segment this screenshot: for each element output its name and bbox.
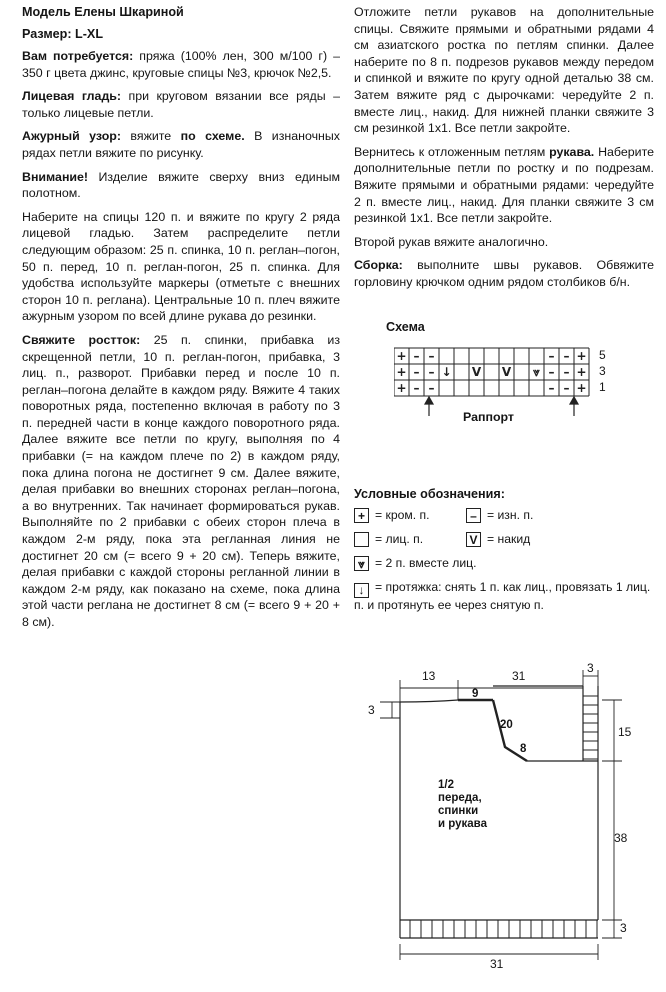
edge-stitch-icon: + <box>354 508 369 523</box>
legend-item-slip <box>354 580 654 613</box>
dim-raglan-2: 20 <box>500 719 513 731</box>
scheme-cell-symbol: – <box>428 381 435 395</box>
scheme-cell-symbol: – <box>428 349 435 363</box>
pattern-outline <box>400 686 598 938</box>
piece-label-3: спинки <box>438 805 479 817</box>
materials-paragraph <box>22 48 340 81</box>
scheme-cell-symbol: + <box>576 349 587 363</box>
right-column <box>354 4 654 298</box>
scheme-cell-symbol: + <box>396 365 407 379</box>
sleeve-text-1: Вернитесь к отложенным петлям <box>354 144 550 159</box>
legend-item-knit <box>354 532 423 547</box>
sleeve-text-2: Наберите дополнительные петли по ростку и по подрезам. Вяжите прямыми и обратными рядами: чередуйте 2 п. вместе лиц., накид. Для планки свяжите 3 см резинкой 1x1. Все петли закройте. <box>354 144 654 226</box>
piece-label-1: 1/2 <box>438 779 454 791</box>
scheme-grid <box>394 348 589 396</box>
knitting-scheme <box>394 346 614 416</box>
scheme-cell-symbol: – <box>428 365 435 379</box>
scheme-cell-symbol: – <box>548 349 555 363</box>
lace-scheme-bold: по схеме. <box>180 129 245 144</box>
sleeves-paragraph: Отложите петли рукавов на дополнительные спицы. Свяжите прямыми и обратными рядами 4 см азиатского ростка по петлям спинки. Далее наберите по 8 п. подрезов рукавов между передом и спинкой и вяжите по кругу одной деталью 38 см. Затем вяжите ряд с дырочками: чередуйте 2 п. вместе лиц., накид. Для нижней планки свяжите 3 см резинкой 1x1. Все петли закройте. <box>354 5 654 136</box>
rapport-label: Раппорт <box>463 410 515 424</box>
yarn-over-icon: V <box>466 532 481 547</box>
legend-text-yarn-over: = накид <box>487 532 531 546</box>
cast-on-paragraph: Наберите на спицы 120 п. и вяжите по кругу 2 ряда лицевой гладью. Затем распределите петли следующим образом: 25 п. спинка, 10 п. реглан–погон, 50 п. перед, 10 п. реглан-погон, 25 п. спинка. Для удобства используйте маркеры (отметьте с внешних сторон 10 п. реглана). Центральные 10 п. плеч вяжите ажурным узором по всей длине рукава до резинки. <box>22 209 340 324</box>
piece-label-2: переда, <box>438 792 482 804</box>
lace-text-2: В изнаночных рядах петли вяжите по рисунку. <box>22 129 340 160</box>
scheme-cell-symbol: – <box>413 381 420 395</box>
scheme-cell-symbol: ⩔ <box>533 365 540 379</box>
legend-text-knit: = лиц. п. <box>375 532 424 546</box>
scheme-cell-symbol: – <box>413 365 420 379</box>
pattern-diagram <box>362 660 652 970</box>
legend-item-k2tog <box>354 556 477 571</box>
short-rows-label: Свяжите ростток: <box>22 332 141 347</box>
scheme-cell-symbol: – <box>548 381 555 395</box>
stockinette-text: при круговом вязании все ряды – только лицевые петли. <box>22 89 340 120</box>
assembly-label: Сборка: <box>354 258 403 273</box>
rapport-arrow-right <box>570 397 578 416</box>
sleeve-bold: рукава. <box>549 144 595 159</box>
legend-item-edge <box>354 508 430 523</box>
dim-neck-left: 3 <box>368 703 375 717</box>
lace-label: Ажурный узор: <box>22 129 121 144</box>
rapport-arrow-left <box>425 397 433 416</box>
scheme-cell-symbol: V <box>471 365 482 379</box>
scheme-cell-symbol: + <box>576 381 587 395</box>
assembly-paragraph <box>354 257 654 290</box>
scheme-cell-symbol: V <box>501 365 512 379</box>
short-rows-text: 25 п. спинки, прибавка из скрещенной петли, 10 п. реглан-погон, прибавка, 3 лиц. п., разворот. Прибавки перед и после 10 п. реглан–погона делайте в каждом ряду. Вяжите 4 таких поворотных ряда, постепенно включая в работу по 3 п. передней части в конце каждого поворотного ряда. Далее вяжите все петли по кругу, выполняя по 4 прибавки (= на каждом плече по 2) в каждом ряду, пока длина погона не достигнет 9 см. Далее вяжите, делая прибавки во внешних сторонах реглан–погона, а во внутренних. Так начинает формироваться рукав. Выполняйте по 2 прибавки с обеих сторон плеча в каждом 2-м ряду, пока эта регланная линия не достигнет 20 см (= всего 9 + 20 см). Теперь вяжите, делая прибавки с каждой стороны регланной линии в каждом 2-м ряду, как показано на схеме, пока длина этой части реглана не достигнет 8 см (= всего 9 + 20 + 8 см). <box>22 332 340 629</box>
scheme-cell-symbol: – <box>548 365 555 379</box>
legend-title: Условные обозначения: <box>354 487 505 501</box>
second-sleeve-paragraph: Второй рукав вяжите аналогично. <box>354 234 549 249</box>
lace-text-1: вяжите <box>120 129 181 144</box>
row-number-3: 3 <box>599 364 606 378</box>
stockinette-paragraph <box>22 88 340 121</box>
scheme-cell-symbol: ↓ <box>441 365 452 379</box>
dim-top-middle: 31 <box>512 669 526 683</box>
k2tog-icon: ⩔ <box>354 556 369 571</box>
dim-right-upper: 15 <box>618 725 632 739</box>
left-column <box>22 4 340 638</box>
legend-text-k2tog: = 2 п. вместе лиц. <box>375 556 477 570</box>
dim-top-right: 3 <box>587 661 594 675</box>
row-number-1: 1 <box>599 380 606 394</box>
dim-right-lower: 3 <box>620 921 627 935</box>
assembly-text: выполните швы рукавов. Обвяжите горловину крючком одним рядом столбиков б/н. <box>354 258 654 289</box>
dim-bottom: 31 <box>490 957 504 970</box>
legend-text-slip: = протяжка: снять 1 п. как лиц., провязать 1 лиц. п. и протянуть ее через снятую п. <box>354 580 651 612</box>
attention-label: Внимание! <box>22 169 89 184</box>
purl-stitch-icon: – <box>466 508 481 523</box>
piece-label-4: и рукава <box>438 818 487 830</box>
scheme-symbols <box>396 349 586 395</box>
dim-yoke-1: 9 <box>472 688 479 700</box>
scheme-title: Схема <box>386 320 425 334</box>
legend-item-yarn-over <box>466 532 530 547</box>
dim-right-middle: 38 <box>614 831 628 845</box>
model-title: Модель Елены Шкариной <box>22 5 184 19</box>
dim-raglan-3: 8 <box>520 743 527 755</box>
scheme-cell-symbol: + <box>396 349 407 363</box>
scheme-cell-symbol: + <box>396 381 407 395</box>
band-ticks <box>410 696 598 938</box>
size-label: Размер: <box>22 27 72 41</box>
sleeve-paragraph <box>354 144 654 227</box>
legend-text-purl: = изн. п. <box>487 508 534 522</box>
scheme-cell-symbol: – <box>413 349 420 363</box>
attention-text: Изделие вяжите сверху вниз единым полотном. <box>22 169 340 201</box>
knit-stitch-icon <box>354 532 369 547</box>
materials-label: Вам потребуется: <box>22 49 134 63</box>
slip-stitch-icon: ↓ <box>354 583 369 598</box>
scheme-cell-symbol: + <box>576 365 587 379</box>
size-line <box>22 26 340 42</box>
attention-paragraph <box>22 169 340 202</box>
row-number-5: 5 <box>599 348 606 362</box>
stockinette-label: Лицевая гладь: <box>22 89 122 104</box>
scheme-cell-symbol: – <box>563 349 570 363</box>
scheme-cell-symbol: – <box>563 365 570 379</box>
short-rows-paragraph <box>22 332 340 631</box>
scheme-cell-symbol: – <box>563 381 570 395</box>
legend-item-purl <box>466 508 533 523</box>
materials-text: пряжа (100% лен, 300 м/100 г) – 350 г цвета джинс, круговые спицы №3, крючок №2,5. <box>22 49 341 80</box>
legend-text-edge: = кром. п. <box>375 508 430 522</box>
lace-paragraph <box>22 128 340 161</box>
size-value: L-XL <box>75 27 104 41</box>
dim-top-left: 13 <box>422 669 436 683</box>
